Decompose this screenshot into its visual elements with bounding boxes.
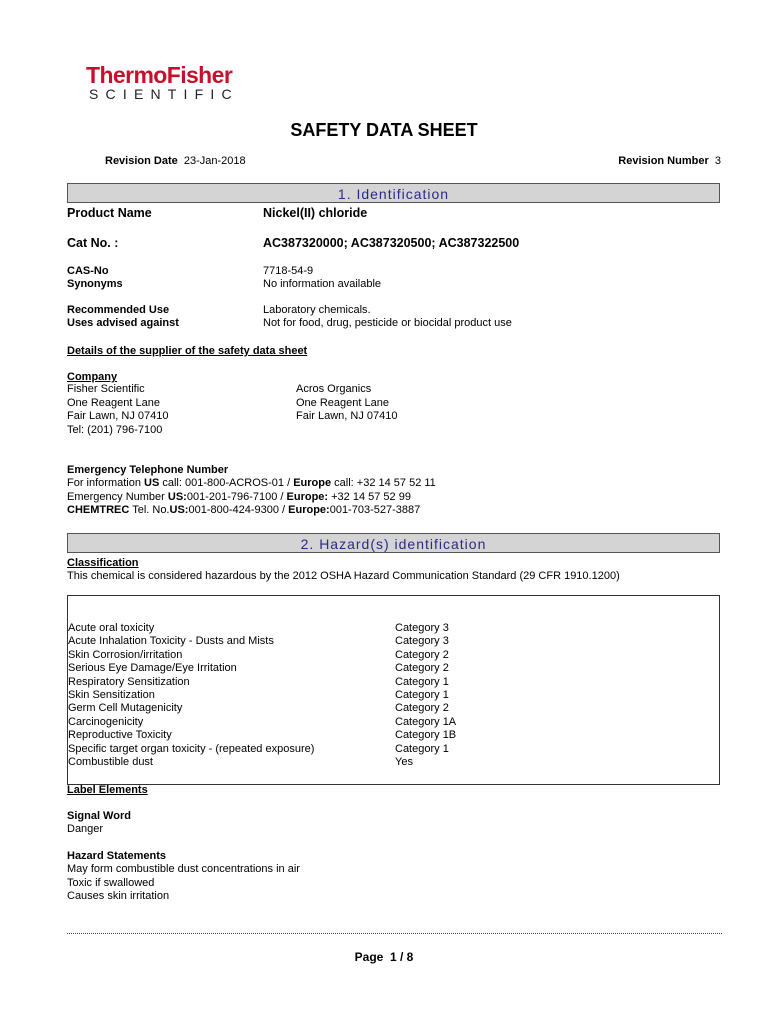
hazard-categories <box>395 622 456 769</box>
revision-date-value: 23-Jan-2018 <box>183 155 246 167</box>
product-name-label: Product Name <box>67 206 152 220</box>
emergency-us: US: <box>169 504 189 516</box>
emergency-chemtrec: CHEMTREC <box>67 504 130 516</box>
emergency-heading: Emergency Telephone Number <box>67 464 229 476</box>
emergency-europe: Europe: <box>288 504 330 516</box>
page-number: 1 / 8 <box>390 950 414 964</box>
hazard-category: Category 1 <box>395 688 449 701</box>
hazard-category: Category 3 <box>395 635 449 648</box>
footer-divider <box>67 933 722 934</box>
emergency-text: call: +32 14 57 52 11 <box>331 477 436 489</box>
emergency-text: For information <box>67 477 145 489</box>
cas-no-value: 7718-54-9 <box>263 265 314 277</box>
hazard-name: Skin Corrosion/irritation <box>68 648 183 661</box>
company-left-block <box>67 383 169 437</box>
cat-no-value: AC387320000; AC387320500; AC387322500 <box>263 236 520 250</box>
classification-text: This chemical is considered hazardous by the 2012 OSHA Hazard Communication Standard (29 CFR 1910.1200) <box>67 570 620 582</box>
emergency-line-2 <box>67 491 436 505</box>
synonyms-label: Synonyms <box>67 278 123 290</box>
revision-number-label: Revision Number <box>618 155 709 167</box>
classification-heading: Classification <box>67 557 139 569</box>
emergency-us: US <box>144 477 160 489</box>
uses-advised-against-label: Uses advised against <box>67 317 179 329</box>
page-label: Page <box>354 950 384 964</box>
hazard-category: Category 1 <box>395 742 449 755</box>
hazard-statement: Toxic if swallowed <box>67 876 155 889</box>
uses-advised-against-value: Not for food, drug, pesticide or biocidal product use <box>263 317 512 329</box>
hazard-category: Category 3 <box>395 622 449 634</box>
hazard-category: Category 2 <box>395 702 449 715</box>
revision-date <box>105 155 246 167</box>
company-right-block <box>296 383 398 424</box>
emergency-text: +32 14 57 52 99 <box>328 490 411 503</box>
hazard-name: Germ Cell Mutagenicity <box>68 702 183 715</box>
label-elements-heading: Label Elements <box>67 784 148 796</box>
emergency-europe: Europe <box>293 477 332 489</box>
hazard-category: Yes <box>395 755 413 768</box>
hazard-category: Category 1 <box>395 675 449 688</box>
hazard-category: Category 2 <box>395 648 449 661</box>
recommended-use-value: Laboratory chemicals. <box>263 304 371 316</box>
section-2-header: 2. Hazard(s) identification <box>67 533 720 553</box>
hazard-name: Carcinogenicity <box>68 715 144 728</box>
hazard-category: Category 1B <box>395 729 457 742</box>
page-indicator <box>0 950 768 964</box>
emergency-text: Emergency Number <box>67 490 168 503</box>
emergency-text: call: 001-800-ACROS-01 / <box>159 477 294 489</box>
brand-logo-subtitle: SCIENTIFIC <box>89 86 239 102</box>
emergency-line-1 <box>67 477 436 491</box>
hazard-name: Reproductive Toxicity <box>68 729 172 742</box>
emergency-text: 001-703-527-3887 <box>329 504 421 516</box>
hazard-category: Category 1A <box>395 715 457 728</box>
hazard-name: Skin Sensitization <box>68 688 155 701</box>
hazard-statements-heading: Hazard Statements <box>67 850 167 862</box>
hazard-name: Serious Eye Damage/Eye Irritation <box>68 662 237 675</box>
emergency-text: 001-800-424-9300 / <box>188 504 289 516</box>
hazard-names <box>68 622 314 769</box>
revision-number-value: 3 <box>714 155 721 167</box>
supplier-heading: Details of the supplier of the safety data sheet <box>67 345 308 357</box>
hazard-statement: May form combustible dust concentrations in air <box>67 863 300 875</box>
document-title: SAFETY DATA SHEET <box>290 120 478 140</box>
recommended-use-label: Recommended Use <box>67 304 170 316</box>
hazard-statements-list <box>67 863 300 904</box>
emergency-europe: Europe: <box>286 490 329 503</box>
product-name-value: Nickel(II) chloride <box>263 206 368 220</box>
emergency-text: Tel. No. <box>129 504 170 516</box>
hazard-statement: Causes skin irritation <box>67 890 170 902</box>
emergency-line-3 <box>67 504 436 518</box>
company-heading: Company <box>67 371 118 383</box>
hazard-name: Specific target organ toxicity - (repeated exposure) <box>68 742 315 755</box>
brand-logo-wordmark: ThermoFisher <box>86 62 233 88</box>
hazard-name: Combustible dust <box>68 755 153 768</box>
cas-no-label: CAS-No <box>67 265 109 277</box>
hazard-name: Acute oral toxicity <box>68 622 155 634</box>
company-left-line: One Reagent Lane <box>67 396 160 409</box>
emergency-text: 001-201-796-7100 / <box>186 490 287 503</box>
revision-number <box>618 155 721 167</box>
revision-date-label: Revision Date <box>105 155 178 167</box>
company-left-line: Fair Lawn, NJ 07410 <box>67 410 169 422</box>
company-right-line: Fair Lawn, NJ 07410 <box>296 410 398 422</box>
hazard-name: Acute Inhalation Toxicity - Dusts and Mists <box>68 635 274 648</box>
signal-word-value: Danger <box>67 823 104 835</box>
section-1-header: 1. Identification <box>67 183 720 203</box>
emergency-lines <box>67 477 436 518</box>
hazard-name: Respiratory Sensitization <box>68 675 190 688</box>
hazard-category: Category 2 <box>395 662 449 675</box>
company-right-line: One Reagent Lane <box>296 396 389 409</box>
synonyms-value: No information available <box>263 278 382 290</box>
company-left-line: Fisher Scientific <box>67 383 145 395</box>
cat-no-label: Cat No. : <box>67 236 119 250</box>
signal-word-heading: Signal Word <box>67 810 131 822</box>
emergency-us: US: <box>167 490 187 503</box>
company-right-line: Acros Organics <box>296 383 372 395</box>
company-left-line: Tel: (201) 796-7100 <box>67 423 163 436</box>
